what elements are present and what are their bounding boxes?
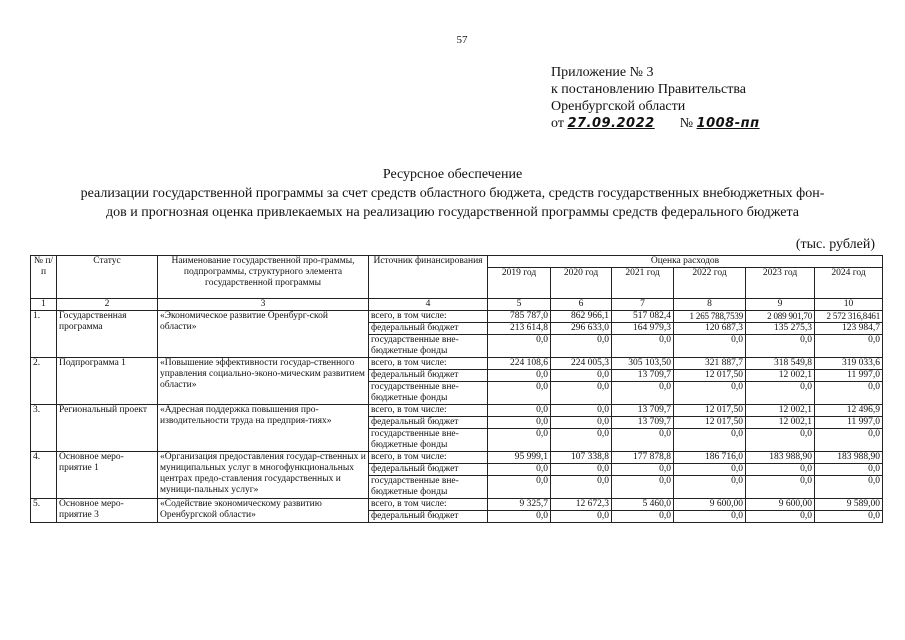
row-status: Государственная программа: [57, 311, 158, 358]
cost-value: 785 787,0: [488, 311, 551, 323]
cost-value: 0,0: [612, 464, 674, 476]
cost-value: 0,0: [674, 476, 746, 499]
cost-value: 0,0: [612, 382, 674, 405]
table-body: [31, 256, 883, 523]
cost-value: 305 103,50: [612, 358, 674, 370]
cost-value: 13 709,7: [612, 405, 674, 417]
cost-value: 0,0: [551, 417, 612, 429]
cost-value: 0,0: [746, 335, 815, 358]
cost-value: 12 496,9: [815, 405, 883, 417]
header-costs: Оценка расходов: [488, 256, 883, 268]
cost-value: 9 600,00: [674, 499, 746, 511]
source-label: всего, в том числе:: [369, 311, 488, 323]
column-index: 5: [488, 299, 551, 311]
cost-value: 164 979,3: [612, 323, 674, 335]
table-row: [31, 499, 883, 511]
source-label: государственные вне-бюджетные фонды: [369, 382, 488, 405]
cost-value: 12 002,1: [746, 405, 815, 417]
header-row-1: [31, 256, 883, 268]
appendix-line-2: к постановлению Правительства: [551, 82, 747, 97]
document-title: [20, 165, 885, 222]
cost-value: 1 265 788,7539: [674, 311, 746, 323]
cost-value: 12 002,1: [746, 417, 815, 429]
cost-value: 0,0: [612, 429, 674, 452]
cost-value: 186 716,0: [674, 452, 746, 464]
page-number: 57: [456, 34, 468, 46]
row-status: Региональный проект: [57, 405, 158, 452]
cost-value: 12 002,1: [746, 370, 815, 382]
header-year: 2023 год: [746, 268, 815, 299]
cost-value: 12 017,50: [674, 370, 746, 382]
cost-value: 0,0: [551, 476, 612, 499]
cost-value: 0,0: [551, 405, 612, 417]
resource-table: [30, 255, 883, 523]
source-label: федеральный бюджет: [369, 511, 488, 523]
cost-value: 862 966,1: [551, 311, 612, 323]
column-index: 4: [369, 299, 488, 311]
cost-value: 0,0: [551, 370, 612, 382]
header-year: 2024 год: [815, 268, 883, 299]
cost-value: 0,0: [551, 511, 612, 523]
row-status: Подпрограмма 1: [57, 358, 158, 405]
cost-value: 0,0: [674, 382, 746, 405]
column-index: 1: [31, 299, 57, 311]
cost-value: 2 089 901,70: [746, 311, 815, 323]
appendix-block: [551, 64, 760, 132]
row-number: 5.: [31, 499, 57, 523]
header-name: Наименование государственной про-граммы, подпрограммы, структурного элемента государственной программы: [158, 256, 369, 299]
cost-value: 517 082,4: [612, 311, 674, 323]
cost-value: 123 984,7: [815, 323, 883, 335]
header-year: 2020 год: [551, 268, 612, 299]
cost-value: 183 988,90: [815, 452, 883, 464]
column-index: 2: [57, 299, 158, 311]
title-line-1: Ресурсное обеспечение: [382, 167, 523, 182]
cost-value: 9 600,00: [746, 499, 815, 511]
source-label: всего, в том числе:: [369, 452, 488, 464]
cost-value: 0,0: [815, 335, 883, 358]
table-row: [31, 358, 883, 370]
title-line-3: дов и прогнозная оценка привлекаемых на реализацию государственной программы средств федерального бюджета: [105, 205, 799, 220]
appendix-date-line: [551, 115, 760, 132]
cost-value: 318 549,8: [746, 358, 815, 370]
cost-value: 2 572 316,8461: [815, 311, 883, 323]
header-status: Статус: [57, 256, 158, 299]
source-label: всего, в том числе:: [369, 358, 488, 370]
row-number: 1.: [31, 311, 57, 358]
source-label: государственные вне-бюджетные фонды: [369, 476, 488, 499]
column-index: 9: [746, 299, 815, 311]
column-index: 8: [674, 299, 746, 311]
table-row: [31, 405, 883, 417]
cost-value: 0,0: [488, 429, 551, 452]
source-label: федеральный бюджет: [369, 323, 488, 335]
cost-value: 12 017,50: [674, 405, 746, 417]
cost-value: 0,0: [488, 464, 551, 476]
row-name: «Содействие экономическому развитию Оренбургской области»: [158, 499, 369, 523]
cost-value: 135 275,3: [746, 323, 815, 335]
cost-value: 0,0: [746, 382, 815, 405]
source-label: государственные вне-бюджетные фонды: [369, 335, 488, 358]
row-status: Основное меро-приятие 1: [57, 452, 158, 499]
header-source: Источник финансирования: [369, 256, 488, 299]
source-label: федеральный бюджет: [369, 417, 488, 429]
cost-value: 0,0: [815, 429, 883, 452]
cost-value: 0,0: [674, 464, 746, 476]
cost-value: 12 017,50: [674, 417, 746, 429]
column-index: 10: [815, 299, 883, 311]
cost-value: 0,0: [551, 335, 612, 358]
cost-value: 0,0: [488, 417, 551, 429]
cost-value: 0,0: [488, 370, 551, 382]
column-index: 6: [551, 299, 612, 311]
date-prefix: от: [551, 116, 564, 131]
cost-value: 0,0: [746, 464, 815, 476]
cost-value: 0,0: [612, 335, 674, 358]
table-row: [31, 452, 883, 464]
cost-value: 13 709,7: [612, 370, 674, 382]
cost-value: 224 108,6: [488, 358, 551, 370]
cost-value: 0,0: [674, 429, 746, 452]
cost-value: 0,0: [488, 476, 551, 499]
header-num: № п/п: [31, 256, 57, 299]
cost-value: 5 460,0: [612, 499, 674, 511]
row-status: Основное меро-приятие 3: [57, 499, 158, 523]
handwritten-date: 27.09.2022: [567, 116, 655, 131]
cost-value: 0,0: [488, 511, 551, 523]
cost-value: 0,0: [674, 511, 746, 523]
cost-value: 95 999,1: [488, 452, 551, 464]
cost-value: 120 687,3: [674, 323, 746, 335]
appendix-line-1: Приложение № 3: [551, 65, 654, 80]
cost-value: 0,0: [612, 476, 674, 499]
cost-value: 183 988,90: [746, 452, 815, 464]
column-index: 3: [158, 299, 369, 311]
title-line-2: реализации государственной программы за счет средств областного бюджета, средств государственных внебюджетных фон-: [80, 186, 825, 201]
handwritten-number: 1008-пп: [696, 116, 760, 131]
appendix-line-3: Оренбургской области: [551, 99, 686, 114]
source-label: государственные вне-бюджетные фонды: [369, 429, 488, 452]
cost-value: 0,0: [612, 511, 674, 523]
cost-value: 0,0: [746, 476, 815, 499]
row-number: 4.: [31, 452, 57, 499]
source-label: федеральный бюджет: [369, 370, 488, 382]
cost-value: 9 325,7: [488, 499, 551, 511]
cost-value: 11 997,0: [815, 417, 883, 429]
cost-value: 0,0: [674, 335, 746, 358]
header-year: 2022 год: [674, 268, 746, 299]
source-label: всего, в том числе:: [369, 499, 488, 511]
cost-value: 0,0: [488, 335, 551, 358]
source-label: федеральный бюджет: [369, 464, 488, 476]
cost-value: 0,0: [551, 464, 612, 476]
cost-value: 0,0: [746, 429, 815, 452]
row-name: «Адресная поддержка повышения про-изводительности труда на предприя-тиях»: [158, 405, 369, 452]
cost-value: 0,0: [488, 382, 551, 405]
cost-value: 321 887,7: [674, 358, 746, 370]
row-name: «Организация предоставления государ-ственных и муниципальных услуг в многофункциональных центрах предо-ставления государственных и муници-пальных услуг»: [158, 452, 369, 499]
cost-value: 224 005,3: [551, 358, 612, 370]
column-index-row: [31, 299, 883, 311]
cost-value: 13 709,7: [612, 417, 674, 429]
cost-value: 0,0: [551, 429, 612, 452]
units-label: (тыс. рублей): [795, 237, 875, 252]
table-row: [31, 311, 883, 323]
cost-value: 319 033,6: [815, 358, 883, 370]
cost-value: 0,0: [815, 464, 883, 476]
row-name: «Повышение эффективности государ-ственного управления социально-эконо-мическим развитием области»: [158, 358, 369, 405]
column-index: 7: [612, 299, 674, 311]
cost-value: 12 672,3: [551, 499, 612, 511]
cost-value: 0,0: [815, 382, 883, 405]
number-prefix: №: [679, 116, 694, 131]
cost-value: 0,0: [551, 382, 612, 405]
cost-value: 0,0: [815, 476, 883, 499]
source-label: всего, в том числе:: [369, 405, 488, 417]
row-number: 2.: [31, 358, 57, 405]
row-name: «Экономическое развитие Оренбург-ской области»: [158, 311, 369, 358]
cost-value: 0,0: [815, 511, 883, 523]
header-year: 2021 год: [612, 268, 674, 299]
cost-value: 9 589,00: [815, 499, 883, 511]
cost-value: 107 338,8: [551, 452, 612, 464]
cost-value: 213 614,8: [488, 323, 551, 335]
cost-value: 0,0: [746, 511, 815, 523]
cost-value: 11 997,0: [815, 370, 883, 382]
cost-value: 296 633,0: [551, 323, 612, 335]
header-year: 2019 год: [488, 268, 551, 299]
cost-value: 0,0: [488, 405, 551, 417]
row-number: 3.: [31, 405, 57, 452]
cost-value: 177 878,8: [612, 452, 674, 464]
